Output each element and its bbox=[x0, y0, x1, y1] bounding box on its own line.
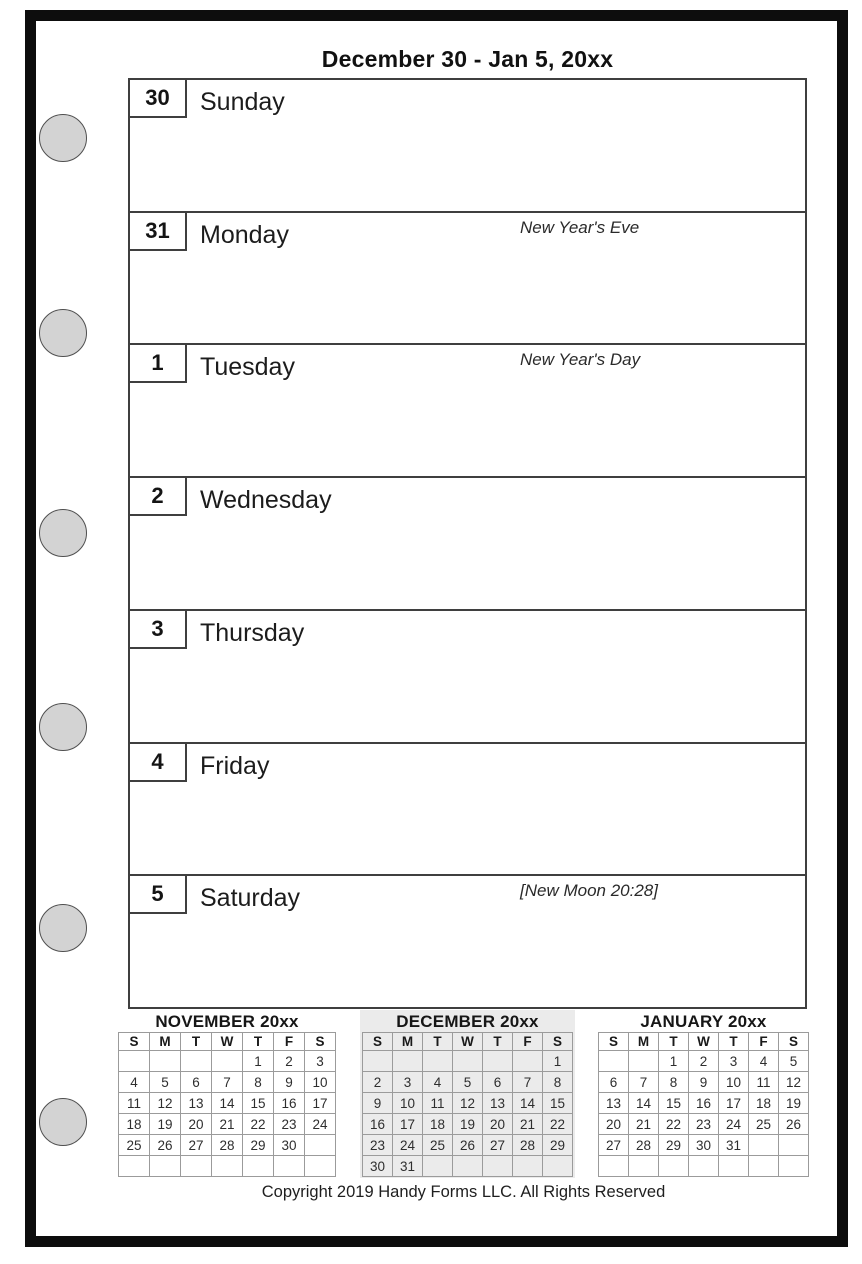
calendar-week-row bbox=[599, 1156, 809, 1177]
mini-calendar-title: JANUARY 20xx bbox=[640, 1012, 767, 1031]
date-cell: 19 bbox=[779, 1093, 809, 1114]
day-row bbox=[130, 476, 805, 609]
date-cell: 7 bbox=[629, 1072, 659, 1093]
date-cell: 26 bbox=[453, 1135, 483, 1156]
date-cell: 15 bbox=[243, 1093, 274, 1114]
date-cell: 3 bbox=[393, 1072, 423, 1093]
day-header-cell: F bbox=[274, 1033, 305, 1051]
date-cell: 16 bbox=[689, 1093, 719, 1114]
day-row bbox=[130, 609, 805, 742]
date-cell: 16 bbox=[363, 1114, 393, 1135]
date-cell bbox=[599, 1156, 629, 1177]
date-cell: 25 bbox=[749, 1114, 779, 1135]
date-cell: 10 bbox=[305, 1072, 336, 1093]
day-note: New Year's Eve bbox=[520, 217, 640, 237]
date-cell: 29 bbox=[243, 1135, 274, 1156]
date-cell: 13 bbox=[483, 1093, 513, 1114]
date-cell bbox=[212, 1051, 243, 1072]
date-cell: 7 bbox=[212, 1072, 243, 1093]
date-cell: 2 bbox=[274, 1051, 305, 1072]
day-header-cell: M bbox=[393, 1033, 423, 1051]
mini-calendar bbox=[116, 1010, 338, 1178]
date-cell bbox=[779, 1135, 809, 1156]
date-cell: 14 bbox=[212, 1093, 243, 1114]
calendar-week-row bbox=[363, 1093, 573, 1114]
date-number: 2 bbox=[151, 483, 164, 509]
day-name-label: Sunday bbox=[200, 88, 285, 116]
date-cell: 31 bbox=[719, 1135, 749, 1156]
date-cell: 28 bbox=[212, 1135, 243, 1156]
date-cell bbox=[513, 1051, 543, 1072]
date-cell: 11 bbox=[119, 1093, 150, 1114]
date-cell: 3 bbox=[719, 1051, 749, 1072]
day-header-cell: M bbox=[629, 1033, 659, 1051]
calendar-week-row bbox=[363, 1114, 573, 1135]
date-number: 30 bbox=[145, 85, 170, 110]
day-header-cell: T bbox=[423, 1033, 453, 1051]
date-cell: 29 bbox=[659, 1135, 689, 1156]
day-header-cell: W bbox=[212, 1033, 243, 1051]
day-row bbox=[130, 343, 805, 476]
date-cell: 8 bbox=[243, 1072, 274, 1093]
date-cell bbox=[749, 1135, 779, 1156]
calendar-week-row bbox=[119, 1051, 336, 1072]
date-cell: 24 bbox=[393, 1135, 423, 1156]
day-row bbox=[130, 742, 805, 875]
copyright-line: Copyright 2019 Handy Forms LLC. All Rights Reserved bbox=[261, 1183, 666, 1201]
date-cell bbox=[483, 1051, 513, 1072]
date-cell: 25 bbox=[423, 1135, 453, 1156]
day-header-cell: S bbox=[599, 1033, 629, 1051]
week-grid bbox=[128, 78, 807, 1009]
day-name-label: Wednesday bbox=[200, 486, 332, 515]
date-cell: 19 bbox=[150, 1114, 181, 1135]
date-cell: 28 bbox=[513, 1135, 543, 1156]
date-cell: 9 bbox=[274, 1072, 305, 1093]
day-header-cell: F bbox=[749, 1033, 779, 1051]
date-cell bbox=[181, 1051, 212, 1072]
day-name-label: Saturday bbox=[200, 884, 301, 913]
date-cell: 10 bbox=[719, 1072, 749, 1093]
date-cell: 24 bbox=[719, 1114, 749, 1135]
date-cell bbox=[543, 1156, 573, 1177]
day-header-cell: T bbox=[181, 1033, 212, 1051]
date-cell bbox=[243, 1156, 274, 1177]
date-cell: 30 bbox=[274, 1135, 305, 1156]
date-cell: 14 bbox=[513, 1093, 543, 1114]
day-name-label: Thursday bbox=[200, 618, 305, 647]
mini-calendars-row bbox=[0, 1010, 862, 1180]
calendar-week-row bbox=[119, 1072, 336, 1093]
date-cell: 17 bbox=[393, 1114, 423, 1135]
date-cell: 22 bbox=[659, 1114, 689, 1135]
date-cell: 20 bbox=[181, 1114, 212, 1135]
calendar-week-row bbox=[599, 1072, 809, 1093]
date-cell: 8 bbox=[543, 1072, 573, 1093]
date-cell bbox=[513, 1156, 543, 1177]
date-cell: 27 bbox=[181, 1135, 212, 1156]
date-cell: 17 bbox=[719, 1093, 749, 1114]
date-cell: 3 bbox=[305, 1051, 336, 1072]
date-cell: 10 bbox=[393, 1093, 423, 1114]
date-box bbox=[130, 345, 187, 383]
date-cell: 21 bbox=[629, 1114, 659, 1135]
date-cell: 19 bbox=[453, 1114, 483, 1135]
date-cell: 26 bbox=[779, 1114, 809, 1135]
mini-calendar-table bbox=[362, 1032, 573, 1177]
date-cell: 23 bbox=[274, 1114, 305, 1135]
day-row bbox=[130, 874, 805, 1007]
date-cell bbox=[274, 1156, 305, 1177]
date-cell: 11 bbox=[749, 1072, 779, 1093]
date-cell: 18 bbox=[749, 1093, 779, 1114]
mini-calendar-table bbox=[118, 1032, 336, 1177]
week-title: December 30 - Jan 5, 20xx bbox=[321, 46, 614, 72]
date-cell: 4 bbox=[423, 1072, 453, 1093]
mini-calendar-title: DECEMBER 20xx bbox=[396, 1012, 539, 1031]
binder-hole bbox=[39, 309, 87, 357]
date-cell bbox=[423, 1051, 453, 1072]
date-cell: 26 bbox=[150, 1135, 181, 1156]
day-header-cell: W bbox=[689, 1033, 719, 1051]
date-cell bbox=[305, 1135, 336, 1156]
date-cell bbox=[150, 1051, 181, 1072]
date-cell: 23 bbox=[363, 1135, 393, 1156]
binder-hole bbox=[39, 904, 87, 952]
date-cell bbox=[119, 1051, 150, 1072]
calendar-week-row bbox=[119, 1093, 336, 1114]
date-cell: 2 bbox=[363, 1072, 393, 1093]
day-note: [New Moon 20:28] bbox=[520, 881, 658, 901]
day-name-label: Tuesday bbox=[200, 353, 295, 382]
date-cell: 9 bbox=[689, 1072, 719, 1093]
date-cell: 5 bbox=[150, 1072, 181, 1093]
date-cell: 27 bbox=[483, 1135, 513, 1156]
date-cell: 1 bbox=[543, 1051, 573, 1072]
date-cell bbox=[689, 1156, 719, 1177]
date-cell: 29 bbox=[543, 1135, 573, 1156]
day-header-cell: T bbox=[243, 1033, 274, 1051]
day-header-cell: S bbox=[779, 1033, 809, 1051]
mini-calendar-table bbox=[598, 1032, 809, 1177]
date-cell: 16 bbox=[274, 1093, 305, 1114]
date-cell bbox=[629, 1051, 659, 1072]
day-header-cell: M bbox=[150, 1033, 181, 1051]
date-cell: 12 bbox=[453, 1093, 483, 1114]
calendar-week-row bbox=[599, 1093, 809, 1114]
day-name-label: Monday bbox=[200, 220, 289, 249]
date-cell: 13 bbox=[599, 1093, 629, 1114]
date-cell: 31 bbox=[393, 1156, 423, 1177]
date-cell: 20 bbox=[483, 1114, 513, 1135]
date-box bbox=[130, 213, 187, 251]
date-number: 3 bbox=[151, 615, 164, 641]
date-cell: 28 bbox=[629, 1135, 659, 1156]
day-header-cell: F bbox=[513, 1033, 543, 1051]
date-cell: 7 bbox=[513, 1072, 543, 1093]
day-row bbox=[130, 211, 805, 344]
date-cell bbox=[453, 1156, 483, 1177]
date-cell: 9 bbox=[363, 1093, 393, 1114]
calendar-week-row bbox=[363, 1072, 573, 1093]
date-cell bbox=[629, 1156, 659, 1177]
date-cell: 2 bbox=[689, 1051, 719, 1072]
date-cell: 25 bbox=[119, 1135, 150, 1156]
date-box bbox=[130, 876, 187, 914]
date-box bbox=[130, 80, 187, 118]
date-cell bbox=[212, 1156, 243, 1177]
date-cell bbox=[305, 1156, 336, 1177]
date-cell: 22 bbox=[543, 1114, 573, 1135]
date-box bbox=[130, 478, 187, 516]
calendar-week-row bbox=[599, 1114, 809, 1135]
date-cell: 21 bbox=[513, 1114, 543, 1135]
date-cell: 20 bbox=[599, 1114, 629, 1135]
day-header-cell: S bbox=[363, 1033, 393, 1051]
date-number: 5 bbox=[151, 881, 164, 907]
calendar-week-row bbox=[363, 1156, 573, 1177]
date-cell bbox=[779, 1156, 809, 1177]
date-cell bbox=[150, 1156, 181, 1177]
date-cell: 21 bbox=[212, 1114, 243, 1135]
day-header-cell: W bbox=[453, 1033, 483, 1051]
date-cell: 30 bbox=[689, 1135, 719, 1156]
calendar-week-row bbox=[599, 1135, 809, 1156]
date-cell: 12 bbox=[150, 1093, 181, 1114]
date-cell: 18 bbox=[119, 1114, 150, 1135]
date-number: 1 bbox=[151, 350, 164, 376]
mini-calendar-title: NOVEMBER 20xx bbox=[155, 1012, 299, 1031]
date-cell bbox=[659, 1156, 689, 1177]
date-cell: 18 bbox=[423, 1114, 453, 1135]
date-cell: 1 bbox=[243, 1051, 274, 1072]
binder-hole bbox=[39, 1098, 87, 1146]
date-cell: 5 bbox=[453, 1072, 483, 1093]
date-cell bbox=[119, 1156, 150, 1177]
calendar-week-row bbox=[363, 1135, 573, 1156]
day-header-cell: T bbox=[483, 1033, 513, 1051]
date-cell: 11 bbox=[423, 1093, 453, 1114]
date-cell bbox=[719, 1156, 749, 1177]
date-cell: 12 bbox=[779, 1072, 809, 1093]
date-box bbox=[130, 744, 187, 782]
day-header-cell: T bbox=[719, 1033, 749, 1051]
date-cell: 27 bbox=[599, 1135, 629, 1156]
binder-hole bbox=[39, 703, 87, 751]
date-cell: 15 bbox=[543, 1093, 573, 1114]
binder-hole bbox=[39, 114, 87, 162]
mini-calendar bbox=[360, 1010, 575, 1178]
date-cell: 23 bbox=[689, 1114, 719, 1135]
day-header-cell: T bbox=[659, 1033, 689, 1051]
date-cell bbox=[453, 1051, 483, 1072]
date-cell: 6 bbox=[181, 1072, 212, 1093]
date-number: 31 bbox=[145, 217, 170, 243]
date-cell: 30 bbox=[363, 1156, 393, 1177]
date-cell: 5 bbox=[779, 1051, 809, 1072]
day-header-cell: S bbox=[119, 1033, 150, 1051]
date-cell: 8 bbox=[659, 1072, 689, 1093]
day-note: New Year's Day bbox=[520, 350, 641, 370]
calendar-week-row bbox=[119, 1156, 336, 1177]
date-box bbox=[130, 611, 187, 649]
date-cell: 22 bbox=[243, 1114, 274, 1135]
date-number: 4 bbox=[151, 748, 164, 774]
date-cell: 6 bbox=[599, 1072, 629, 1093]
date-cell bbox=[749, 1156, 779, 1177]
date-cell bbox=[423, 1156, 453, 1177]
date-cell bbox=[393, 1051, 423, 1072]
mini-calendar bbox=[596, 1010, 811, 1178]
date-cell: 15 bbox=[659, 1093, 689, 1114]
date-cell: 1 bbox=[659, 1051, 689, 1072]
binder-hole bbox=[39, 509, 87, 557]
day-header-cell: S bbox=[543, 1033, 573, 1051]
date-cell bbox=[363, 1051, 393, 1072]
date-cell: 13 bbox=[181, 1093, 212, 1114]
day-header-cell: S bbox=[305, 1033, 336, 1051]
date-cell: 4 bbox=[119, 1072, 150, 1093]
date-cell: 24 bbox=[305, 1114, 336, 1135]
day-row bbox=[130, 80, 805, 211]
date-cell bbox=[599, 1051, 629, 1072]
date-cell: 17 bbox=[305, 1093, 336, 1114]
date-cell: 6 bbox=[483, 1072, 513, 1093]
calendar-week-row bbox=[363, 1051, 573, 1072]
day-name-label: Friday bbox=[200, 751, 270, 780]
calendar-week-row bbox=[119, 1114, 336, 1135]
date-cell: 14 bbox=[629, 1093, 659, 1114]
date-cell: 4 bbox=[749, 1051, 779, 1072]
date-cell bbox=[181, 1156, 212, 1177]
calendar-week-row bbox=[119, 1135, 336, 1156]
date-cell bbox=[483, 1156, 513, 1177]
calendar-week-row bbox=[599, 1051, 809, 1072]
